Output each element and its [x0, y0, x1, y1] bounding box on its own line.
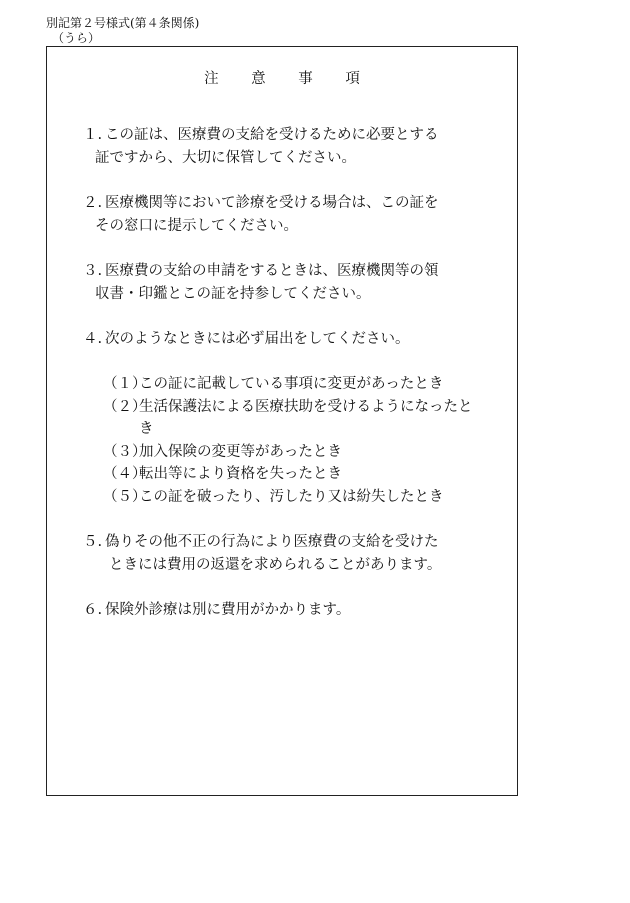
subitem-1	[103, 375, 443, 393]
item-5-line-1	[83, 533, 439, 551]
subitem-3-text: 加入保険の変更等があったとき	[139, 444, 342, 460]
subitem-1-number: （１）	[103, 376, 147, 392]
subitem-4-number: （４）	[103, 466, 147, 482]
subitem-5-text: この証を破ったり、汚したり又は紛失したとき	[139, 489, 444, 505]
item-1-line-2: 証ですから、大切に保管してください。	[95, 150, 356, 166]
subitem-3	[103, 443, 342, 461]
item-6-number: ６.	[83, 602, 103, 618]
item-4-number: ４.	[83, 331, 103, 347]
item-4-line-1	[83, 330, 410, 348]
item-4-text-1: 次のようなときには必ず届出をしてください。	[105, 331, 410, 347]
notice-title: 注 意 事 項	[204, 71, 374, 87]
subitem-3-number: （３）	[103, 444, 147, 460]
subitem-2-text-1: 生活保護法による医療扶助を受けるようになったと	[139, 399, 473, 415]
notice-frame	[46, 46, 518, 796]
subitem-5	[103, 488, 444, 506]
subitem-4-text: 転出等により資格を失ったとき	[139, 466, 342, 482]
item-1-text-1: この証は、医療費の支給を受けるために必要とする	[105, 127, 439, 143]
subitem-2-line-2: き	[139, 421, 154, 437]
item-5-line-2: ときには費用の返還を求められることがあります。	[109, 557, 442, 573]
item-3-number: ３.	[83, 263, 103, 279]
item-3-line-1	[83, 262, 439, 280]
subitem-1-text: この証に記載している事項に変更があったとき	[139, 376, 444, 392]
form-number-label: 別記第２号様式(第４条関係)	[46, 16, 200, 30]
item-2-line-2: その窓口に提示してください。	[95, 218, 298, 234]
item-5-number: ５.	[83, 534, 103, 550]
item-6-text-1: 保険外診療は別に費用がかかります。	[105, 602, 351, 618]
item-3-line-2: 収書・印鑑とこの証を持参してください。	[95, 286, 371, 302]
item-1-number: １.	[83, 127, 103, 143]
item-1-line-1	[83, 126, 439, 144]
subitem-5-number: （５）	[103, 489, 147, 505]
item-5-text-1: 偽りその他不正の行為により医療費の支給を受けた	[105, 534, 439, 550]
subitem-2	[103, 398, 473, 416]
back-side-label: （うら）	[52, 31, 101, 45]
subitem-2-number: （２）	[103, 399, 147, 415]
item-6-line-1	[83, 601, 350, 619]
item-3-text-1: 医療費の支給の申請をするときは、医療機関等の領	[105, 263, 439, 279]
subitem-4	[103, 465, 342, 483]
item-2-text-1: 医療機関等において診療を受ける場合は、この証を	[105, 195, 439, 211]
item-2-number: ２.	[83, 195, 103, 211]
item-2-line-1	[83, 194, 439, 212]
